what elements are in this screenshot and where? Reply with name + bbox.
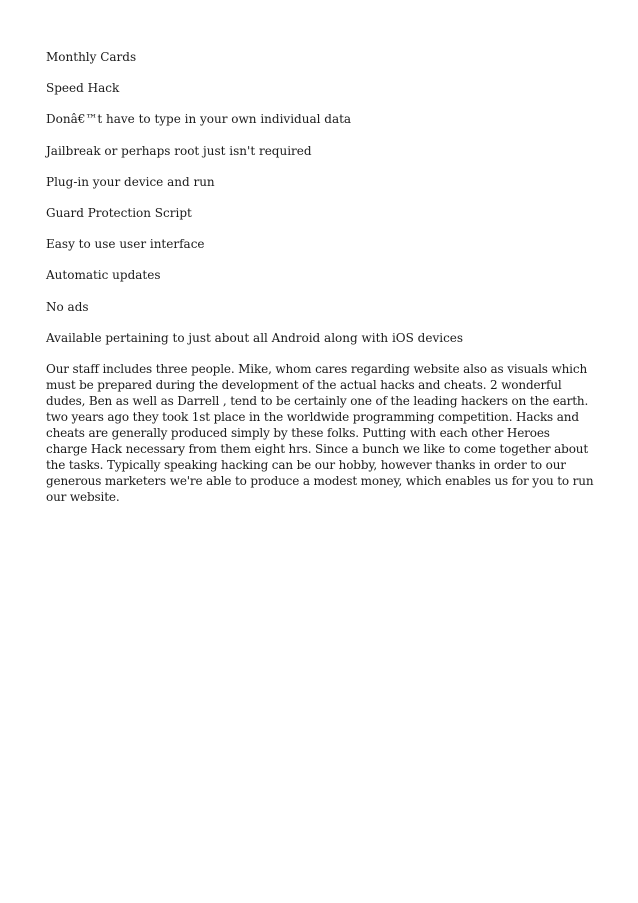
body-paragraph: Our staff includes three people. Mike, whom cares regarding website also as visuals which must be prepared during the development of the actual hacks and cheats. 2 wonderful dudes, Ben as well as Darrell , tend to be certainly one of the leading hackers on the earth. two years ago they took 1st place in the worldwide programming competition. Hacks and cheats are generally produced simply by these folks. Putting with each other Heroes charge Hack necessary from them eight hrs. Since a bunch we like to come together about the tasks. Typically speaking hacking can be our hobby, however thanks in order to our generous marketers we're able to produce a modest money, which enables us for you to run our website.	[46, 361, 594, 504]
feature-line-available-devices: Available pertaining to just about all Android along with iOS devices	[46, 330, 464, 345]
feature-line-speed-hack: Speed Hack	[46, 81, 120, 96]
feature-line-plug-in: Plug-in your device and run	[46, 174, 215, 189]
feature-line-monthly-cards: Monthly Cards	[46, 50, 137, 64]
feature-line-easy-interface: Easy to use user interface	[46, 237, 205, 252]
document-page	[46, 49, 594, 505]
feature-line-no-jailbreak: Jailbreak or perhaps root just isn't required	[46, 143, 312, 158]
feature-line-guard-protection: Guard Protection Script	[46, 205, 192, 220]
feature-line-no-ads: No ads	[46, 299, 89, 314]
feature-line-no-data-entry: Donâ€™t have to type in your own individual data	[46, 112, 352, 127]
feature-line-automatic-updates: Automatic updates	[46, 268, 161, 283]
